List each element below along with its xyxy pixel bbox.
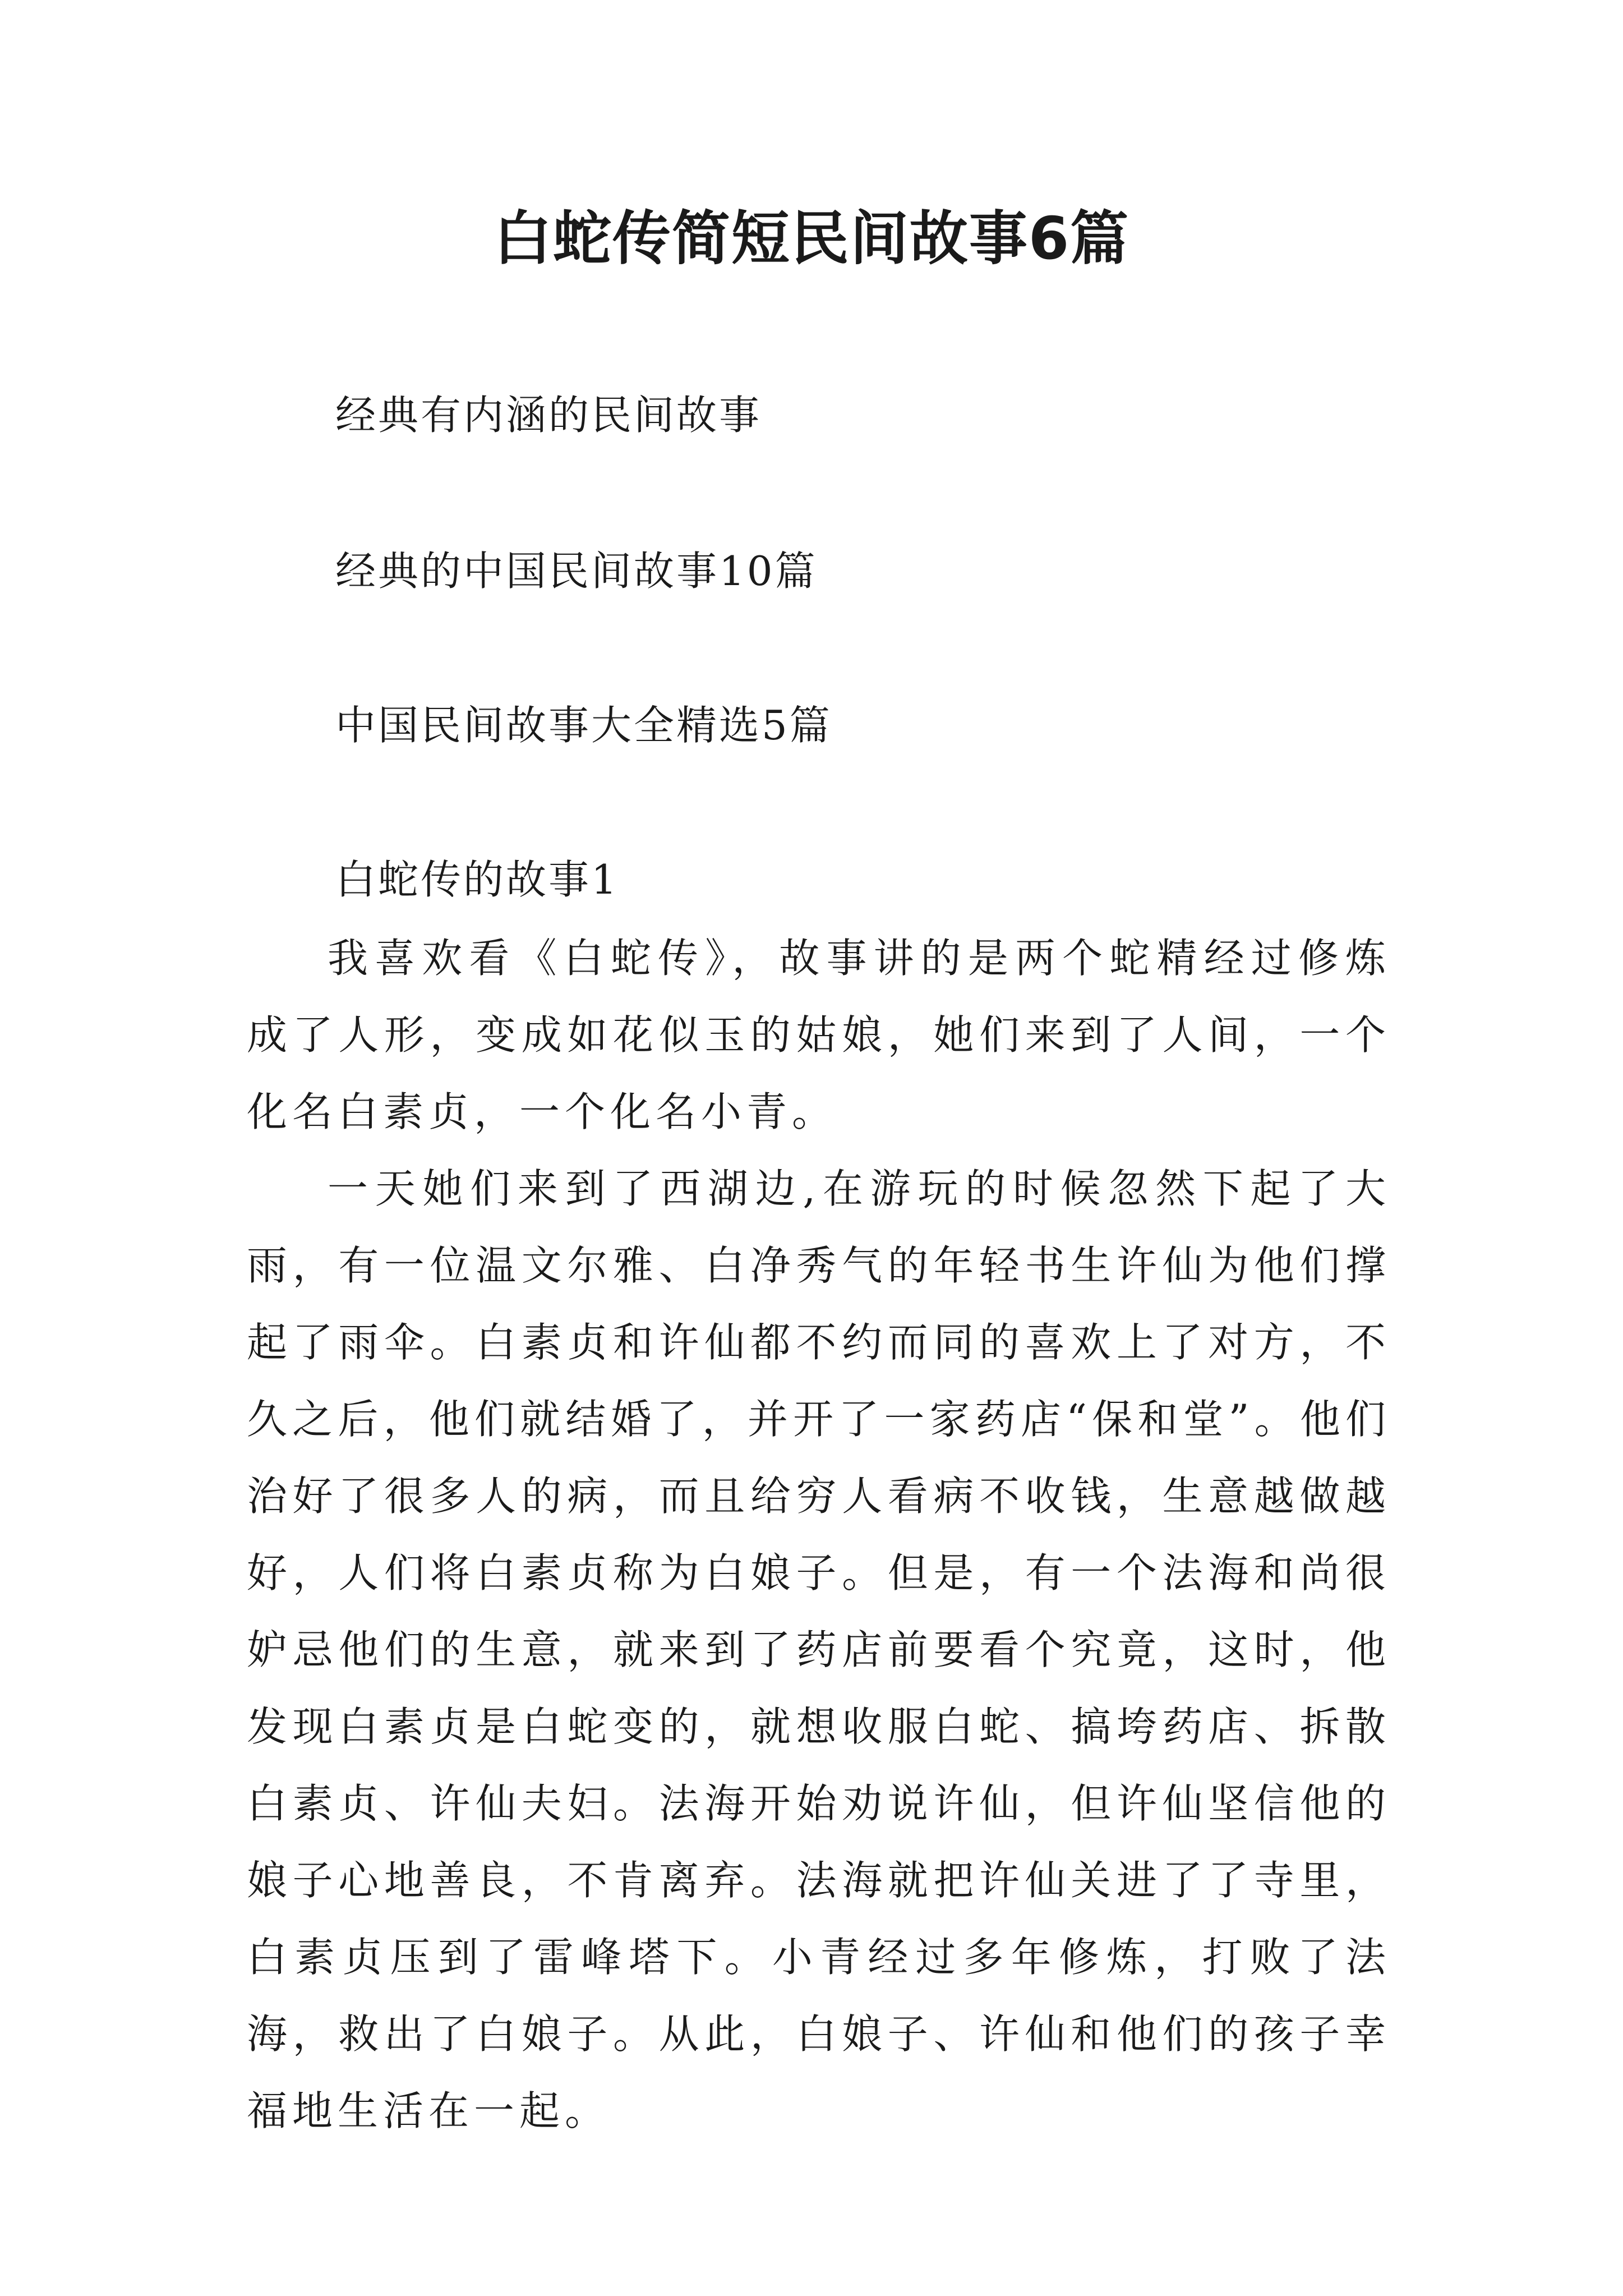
related-article-link[interactable]: 经典的中国民间故事10篇 — [335, 547, 818, 595]
story-paragraph: 一天她们来到了西湖边,在游玩的时候忽然下起了大雨，有一位温文尔雅、白净秀气的年轻书生许仙为他们撑起了雨伞。白素贞和许仙都不约而同的喜欢上了对方，不久之后，他们就结婚了，并开了一家药店“保和堂”。他们治好了很多人的病，而且给穷人看病不收钱，生意越做越好，人们将白素贞称为白娘子。但是，有一个法海和尚很妒忌他们的生意，就来到了药店前要看个究竟，这时，他发现白素贞是白蛇变的，就想收服白蛇、搞垮药店、拆散白素贞、许仙夫妇。法海开始劝说许仙，但许仙坚信他的娘子心地善良，不肯离弃。法海就把许仙关进了了寺里，白素贞压到了雷峰塔下。小青经过多年修炼，打败了法海，救出了白娘子。从此，白娘子、许仙和他们的孩子幸福地生活在一起。 — [247, 1165, 1391, 2134]
story-paragraph: 我喜欢看《白蛇传》，故事讲的是两个蛇精经过修炼成了人形，变成如花似玉的姑娘，她们来到了人间，一个化名白素贞，一个化名小青。 — [247, 935, 1391, 1135]
document-title: 白蛇传简短民间故事6篇 — [493, 204, 1130, 273]
story-body — [247, 920, 1391, 2150]
related-article-link[interactable]: 中国民间故事大全精选5篇 — [335, 702, 832, 749]
related-article-link[interactable]: 经典有内涵的民间故事 — [335, 392, 762, 439]
section-heading: 白蛇传的故事1 — [335, 856, 619, 903]
